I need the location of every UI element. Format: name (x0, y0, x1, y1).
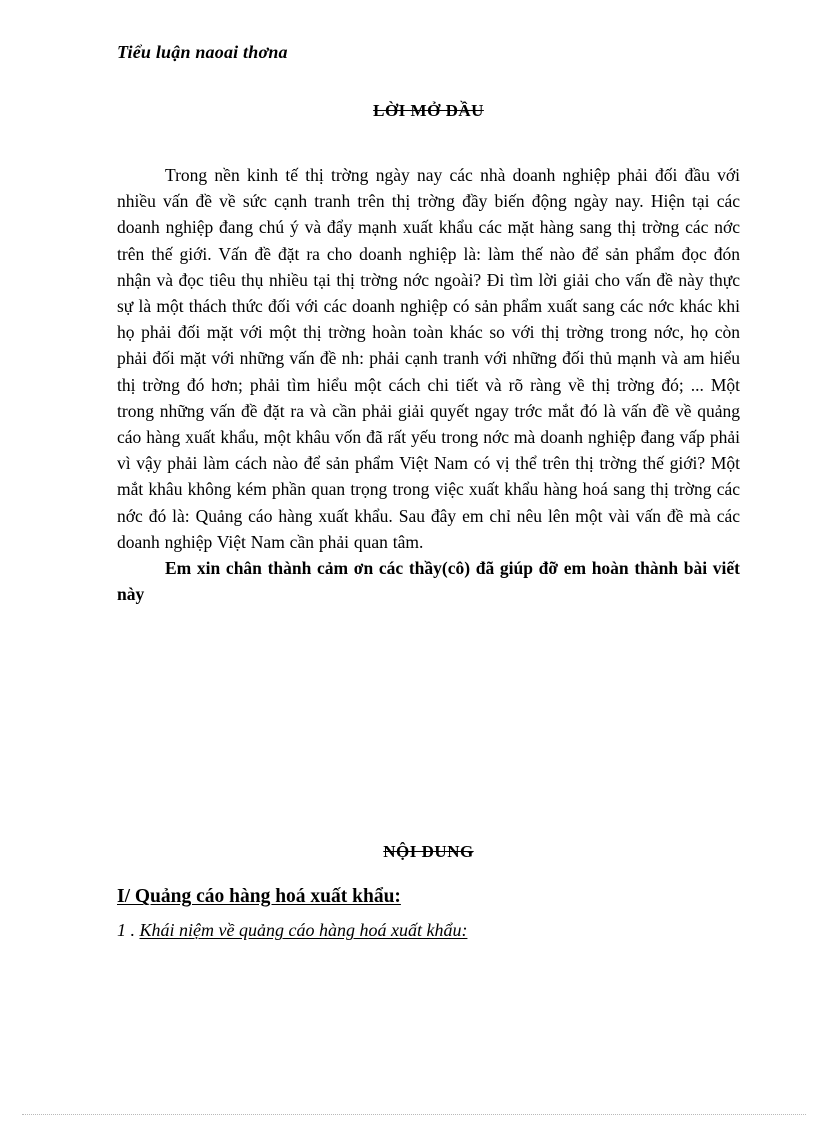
acknowledgement-paragraph: Em xin chân thành cảm ơn các thầy(cô) đã giúp đỡ em hoàn thành bài viết này (117, 558, 740, 605)
content-title: NỘI DUNG (383, 842, 474, 862)
footer-dotted-rule (22, 1114, 806, 1116)
preface-title: LỜI MỞ ĐẦU (373, 101, 484, 120)
section-heading-1 (117, 883, 740, 911)
document-content (117, 92, 740, 943)
running-header: Tiểu luận naoai thơna (117, 42, 288, 62)
section-heading-1-label: I/ Quảng cáo hàng hoá xuất khẩu: (117, 886, 401, 908)
section-gap (117, 607, 740, 839)
section-heading-2 (117, 917, 740, 943)
section-heading-2-label: Khái niệm về quảng cáo hàng hoá xuất khẩu: (139, 920, 468, 941)
preface-paragraph: Trong nền kinh tế thị trờng ngày nay các nhà doanh nghiệp phải đối đầu với nhiều vấn đề về sức cạnh tranh trên thị trờng đầy biến động ngày nay. Hiện tại các doanh nghiệp đang chú ý và đẩy mạnh xuất khẩu các mặt hàng sang thị trờng các nớc trên thế giới. Vấn đề đặt ra cho doanh nghiệp là: làm thế nào để sản phẩm đọc đón nhận và đọc tiêu thụ nhiều tại thị trờng nớc ngoài? Đi tìm lời giải cho vấn đề này thực sự là một thách thức đối với các doanh nghiệp có sản phẩm xuất sang các nớc khác khi họ phải đối mặt với một thị trờng hoàn toàn khác so với thị trờng trong nớc, họ còn phải đối mặt với những vấn đề nh: phải cạnh tranh với những đối thủ mạnh và am hiểu thị trờng đó hơn; phải tìm hiểu một cách chi tiết và rõ ràng về thị trờng đó; ... Một trong những vấn đề đặt ra và cần phải giải quyết ngay trớc mắt đó là vấn đề về quảng cáo hàng xuất khẩu, một khâu vốn đã rất yếu trong nớc mà doanh nghiệp đang vấp phải vì vậy phải làm cách nào để sản phẩm Việt Nam có vị thể trên thị trờng thế giới? Một mắt khâu không kém phần quan trọng trong việc xuất khẩu hàng hoá sang thị trờng các nớc đó là: Quảng cáo hàng xuất khẩu. Sau đây em chỉ nêu lên một vài vấn đề mà các doanh nghiệp Việt Nam cần phải quan tâm. (117, 165, 740, 552)
section-heading-2-number: 1 . (117, 920, 140, 941)
spacer-below-preface-title (117, 124, 740, 162)
spacer-below-content-title (117, 865, 740, 883)
